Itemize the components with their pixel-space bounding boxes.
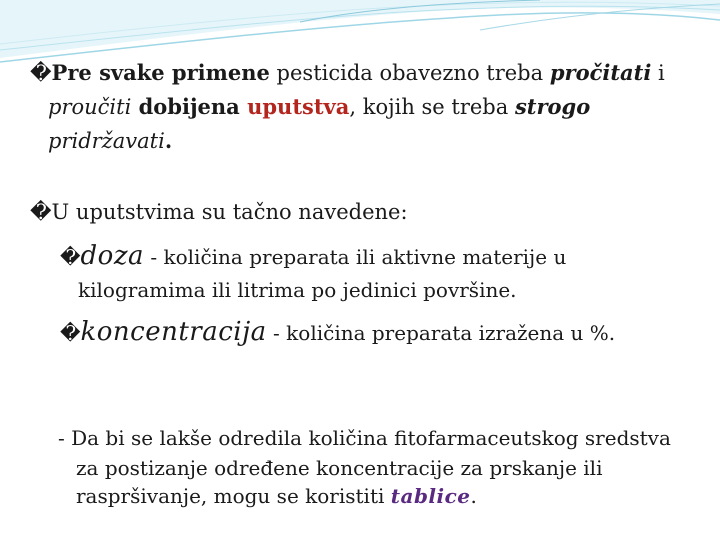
note-line-2 <box>76 454 602 482</box>
sub-bullet-doza-continuation <box>78 276 517 304</box>
sub-bullet-koncentracija <box>60 312 615 353</box>
bullet-icon: � <box>30 200 52 224</box>
p1-l2-normal: , kojih se treba <box>349 95 515 119</box>
paragraph-1-line-1 <box>30 58 665 88</box>
doza-definition: - količina preparata ili aktivne materije u <box>144 245 567 269</box>
sub-bullet-doza <box>60 236 566 277</box>
p1-l2-ital: proučiti <box>48 95 132 119</box>
term-doza: doza <box>80 241 145 271</box>
note-l3-highlight: tablice <box>390 484 471 508</box>
paragraph-1-line-2 <box>48 92 590 122</box>
paragraph-2 <box>30 198 408 227</box>
note-l2: za postizanje određene koncentracije za prskanje ili <box>76 456 603 480</box>
note-l1: - Da bi se lakše odredila količina fitofarmaceutskog sredstva <box>58 426 671 450</box>
koncentracija-definition: - količina preparata izražena u %. <box>266 321 616 345</box>
bullet-icon: � <box>60 245 81 269</box>
p1-l3-ital: pridržavati <box>48 129 165 153</box>
p1-l1-emphasis: pročitati <box>549 60 652 85</box>
p1-l2-bold: dobijena <box>131 94 248 119</box>
note-l3-suffix: . <box>470 484 477 508</box>
paragraph-1-line-3 <box>48 126 172 156</box>
bullet-icon: � <box>30 61 52 85</box>
p1-l3-bold: . <box>164 128 173 153</box>
doza-continuation: kilogramima ili litrima po jedinici površine. <box>78 278 517 302</box>
note-line-1 <box>58 424 671 452</box>
note-l3-prefix: raspršivanje, mogu se koristiti <box>76 484 391 508</box>
bullet-icon: � <box>60 321 81 345</box>
p1-l2-emphasis: strogo <box>514 94 591 119</box>
p1-l1-bold: Pre svake primene <box>51 60 270 85</box>
p2-text: U uputstvima su tačno navedene: <box>51 200 408 224</box>
term-koncentracija: koncentracija <box>80 317 267 347</box>
p1-l2-red: uputstva <box>247 94 350 119</box>
p1-l1-normal: pesticida obavezno treba <box>269 61 550 85</box>
note-line-3 <box>76 482 477 510</box>
p1-l1-tail: i <box>651 61 665 85</box>
